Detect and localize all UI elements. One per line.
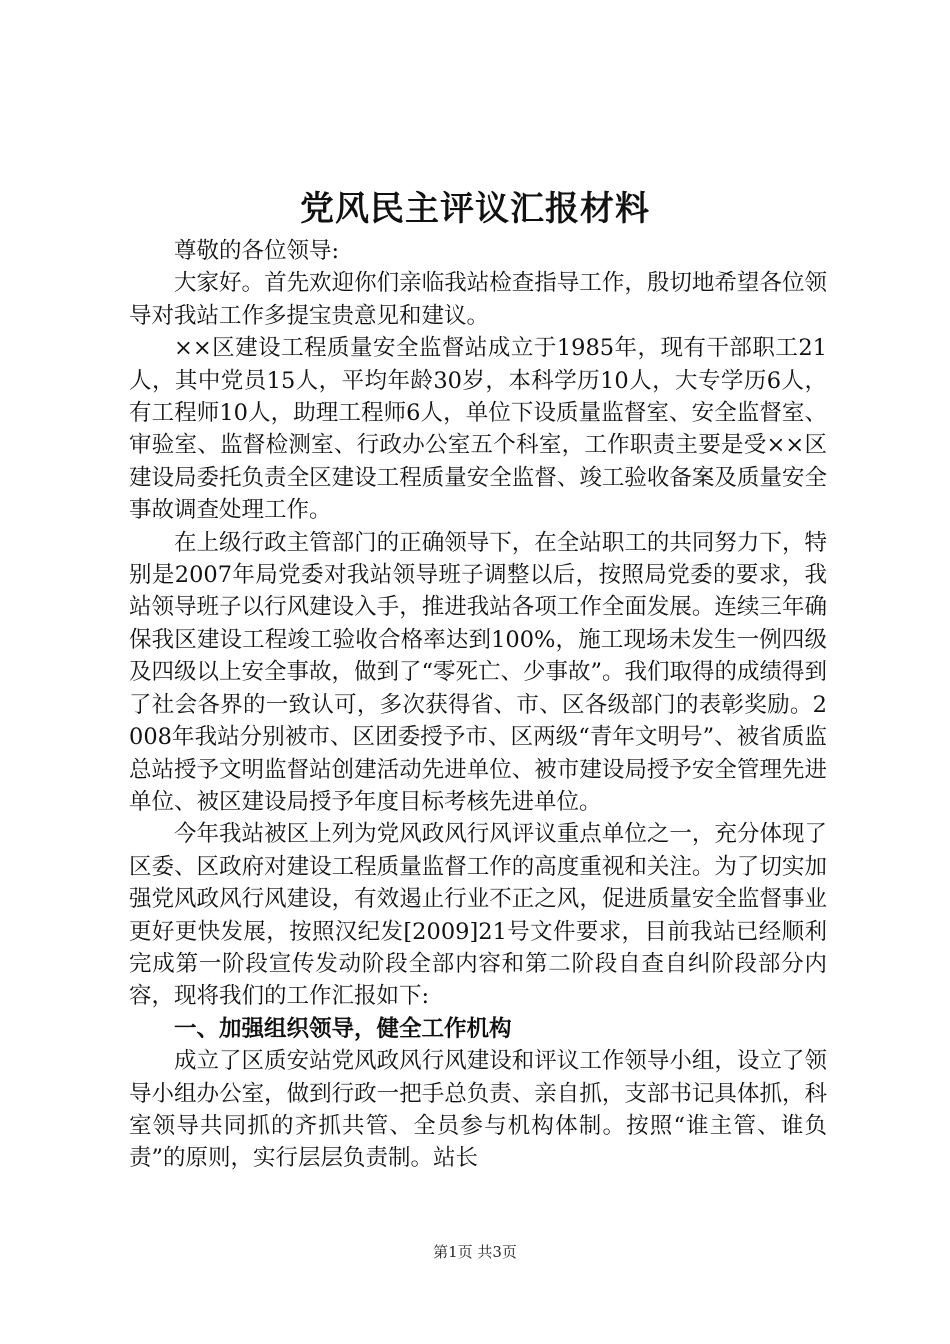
achievements-paragraph: 在上级行政主管部门的正确领导下，在全站职工的共同努力下，特别是2007年局党委对我站领导班子调整以后，按照局党委的要求，我站领导班子以行风建设入手，推进我站各项工作全面发展。连续三年确保我区建设工程竣工验收合格率达到100%，施工现场未发生一例四级及四级以上安全事故，做到了“零死亡、少事故”。我们取得的成绩得到了社会各界的一致认可，多次获得省、市、区各级部门的表彰奖励。2008年我站分别被市、区团委授予市、区两级“青年文明号”、被省质监总站授予文明监督站创建活动先进单位、被市建设局授予安全管理先进单位、被区建设局授予年度目标考核先进单位。	[129, 529, 828, 815]
section-heading: 一、加强组织领导，健全工作机构	[174, 1015, 512, 1042]
section-paragraph: 成立了区质安站党风政风行风建设和评议工作领导小组，设立了领导小组办公室，做到行政一把手总负责、亲自抓，支部书记具体抓，科室领导共同抓的齐抓共管、全员参与机构体制。按照“谁主管、谁负责”的原则，实行层层负责制。站长	[129, 1048, 827, 1172]
page-number-footer: 第1页 共3页	[433, 1243, 517, 1261]
greeting-paragraph: 大家好。首先欢迎你们亲临我站检查指导工作，殷切地希望各位领导对我站工作多提宝贵意见和建议。	[129, 270, 827, 329]
station-intro-paragraph: ××区建设工程质量安全监督站成立于1985年，现有干部职工21人，其中党员15人，平均年龄30岁，本科学历10人，大专学历6人，有工程师10人，助理工程师6人，单位下设质量监督室、安全监督室、审验室、监督检测室、行政办公室五个科室，工作职责主要是受××区建设局委托负责全区建设工程质量安全监督、竣工验收备案及质量安全事故调查处理工作。	[129, 335, 827, 524]
salutation: 尊敬的各位领导:	[174, 238, 340, 264]
document-title: 党风民主评议汇报材料	[300, 189, 650, 229]
document-body	[129, 235, 827, 1175]
evaluation-paragraph: 今年我站被区上列为党风政风行风评议重点单位之一，充分体现了区委、区政府对建设工程质量监督工作的高度重视和关注。为了切实加强党风政风行风建设，有效遏止行业不正之风，促进质量安全监督事业更好更快发展，按照汉纪发[2009]21号文件要求，目前我站已经顺利完成第一阶段宣传发动阶段全部内容和第二阶段自查自纠阶段部分内容，现将我们的工作汇报如下:	[129, 821, 827, 1010]
